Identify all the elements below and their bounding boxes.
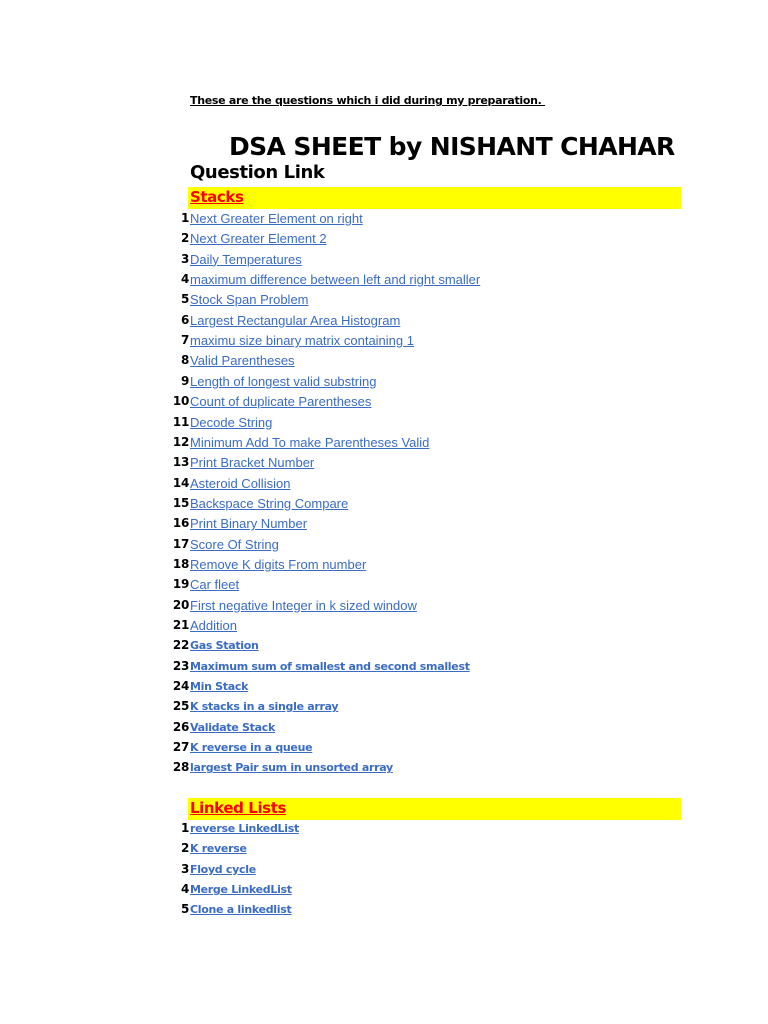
question-number: 3 <box>180 251 189 266</box>
section-header-label: Stacks <box>190 188 244 206</box>
question-row <box>150 839 690 859</box>
question-number: 19 <box>172 577 189 592</box>
question-link[interactable]: Next Greater Element 2 <box>190 231 327 247</box>
question-number: 16 <box>172 516 189 531</box>
question-link[interactable]: Min Stack <box>190 680 249 694</box>
question-number: 5 <box>180 292 189 307</box>
question-row <box>150 657 690 677</box>
question-number: 1 <box>180 821 189 835</box>
question-number: 11 <box>172 414 189 429</box>
question-row <box>150 677 690 697</box>
question-row <box>150 413 690 433</box>
question-link[interactable]: Remove K digits From number <box>190 556 367 572</box>
question-number: 18 <box>172 556 189 571</box>
question-row <box>150 433 690 453</box>
question-link-header: Question Link <box>190 162 325 183</box>
question-number: 9 <box>180 373 189 388</box>
question-number: 2 <box>180 231 189 246</box>
question-link[interactable]: K reverse <box>190 842 247 856</box>
question-link[interactable]: First negative Integer in k sized window <box>190 597 417 613</box>
question-row <box>150 474 690 494</box>
question-row <box>150 616 690 636</box>
question-number: 27 <box>172 740 189 755</box>
section-header <box>188 798 681 820</box>
question-link[interactable]: reverse LinkedList <box>190 822 299 835</box>
question-link[interactable]: K stacks in a single array <box>190 700 339 714</box>
question-link[interactable]: Asteroid Collision <box>190 475 291 491</box>
intro-note: These are the questions which i did during my preparation. <box>190 94 546 107</box>
question-link[interactable]: Largest Rectangular Area Histogram <box>190 312 401 328</box>
question-number: 21 <box>172 618 189 632</box>
question-row <box>150 596 690 616</box>
question-row <box>150 250 690 270</box>
question-row <box>150 209 690 229</box>
question-row <box>150 331 690 351</box>
question-link[interactable]: Next Greater Element on right <box>190 211 363 226</box>
question-number: 8 <box>180 353 189 368</box>
question-link[interactable]: Floyd cycle <box>190 862 256 876</box>
question-link[interactable]: Addition <box>190 618 237 633</box>
question-row <box>150 392 690 412</box>
question-row <box>150 555 690 575</box>
question-link[interactable]: Merge LinkedList <box>190 883 292 897</box>
question-link[interactable]: Gas Station <box>190 639 259 653</box>
question-link[interactable]: maximum difference between left and right smaller <box>190 272 481 288</box>
question-row <box>150 311 690 331</box>
question-link[interactable]: Backspace String Compare <box>190 495 349 511</box>
question-number: 25 <box>172 699 189 714</box>
question-link[interactable]: Stock Span Problem <box>190 292 309 308</box>
question-link[interactable]: largest Pair sum in unsorted array <box>190 761 393 775</box>
question-number: 10 <box>172 394 189 409</box>
question-row <box>150 453 690 473</box>
question-row <box>150 372 690 392</box>
section-header-label: Linked Lists <box>190 799 287 817</box>
question-number: 20 <box>172 597 189 612</box>
question-link[interactable]: maximu size binary matrix containing 1 <box>190 333 414 349</box>
question-link[interactable]: Clone a linkedlist <box>190 903 292 917</box>
question-row <box>150 636 690 656</box>
question-row <box>150 535 690 555</box>
question-row <box>150 514 690 534</box>
question-number: 23 <box>172 658 189 673</box>
question-number: 14 <box>172 475 189 490</box>
question-row <box>150 900 690 920</box>
question-row <box>150 819 690 839</box>
question-number: 22 <box>172 638 189 653</box>
question-row <box>150 270 690 290</box>
question-row <box>150 697 690 717</box>
question-link[interactable]: Count of duplicate Parentheses <box>190 394 372 410</box>
question-row <box>150 351 690 371</box>
section-header <box>188 187 681 209</box>
question-row <box>150 575 690 595</box>
question-link[interactable]: K reverse in a queue <box>190 741 313 755</box>
question-row <box>150 880 690 900</box>
question-number: 28 <box>172 760 189 775</box>
question-number: 4 <box>180 272 189 287</box>
question-link[interactable]: Print Bracket Number <box>190 455 315 471</box>
question-row <box>150 860 690 880</box>
question-row <box>150 758 690 778</box>
question-number: 24 <box>172 679 189 694</box>
question-row <box>150 229 690 249</box>
question-link[interactable]: Minimum Add To make Parentheses Valid <box>190 434 430 450</box>
question-number: 6 <box>180 312 189 327</box>
question-number: 3 <box>180 861 189 876</box>
question-number: 26 <box>172 719 189 734</box>
question-row <box>150 494 690 514</box>
question-number: 1 <box>180 211 189 225</box>
question-link[interactable]: Validate Stack <box>190 720 275 734</box>
question-link[interactable]: Decode String <box>190 414 273 430</box>
question-number: 7 <box>180 333 189 348</box>
question-number: 5 <box>180 902 189 917</box>
question-row <box>150 718 690 738</box>
question-link[interactable]: Valid Parentheses <box>190 353 295 369</box>
question-link[interactable]: Maximum sum of smallest and second smallest <box>190 659 470 673</box>
question-row <box>150 290 690 310</box>
question-number: 12 <box>172 434 189 449</box>
question-link[interactable]: Print Binary Number <box>190 516 308 532</box>
question-link[interactable]: Daily Temperatures <box>190 251 302 267</box>
sheet-title: DSA SHEET by NISHANT CHAHAR <box>229 132 675 161</box>
question-row <box>150 738 690 758</box>
question-number: 17 <box>172 536 189 551</box>
question-number: 13 <box>172 455 189 470</box>
question-number: 15 <box>172 495 189 510</box>
question-link[interactable]: Length of longest valid substring <box>190 373 377 389</box>
question-link[interactable]: Score Of String <box>190 536 279 552</box>
question-number: 2 <box>180 841 189 856</box>
question-number: 4 <box>180 882 189 897</box>
question-link[interactable]: Car fleet <box>190 577 240 593</box>
